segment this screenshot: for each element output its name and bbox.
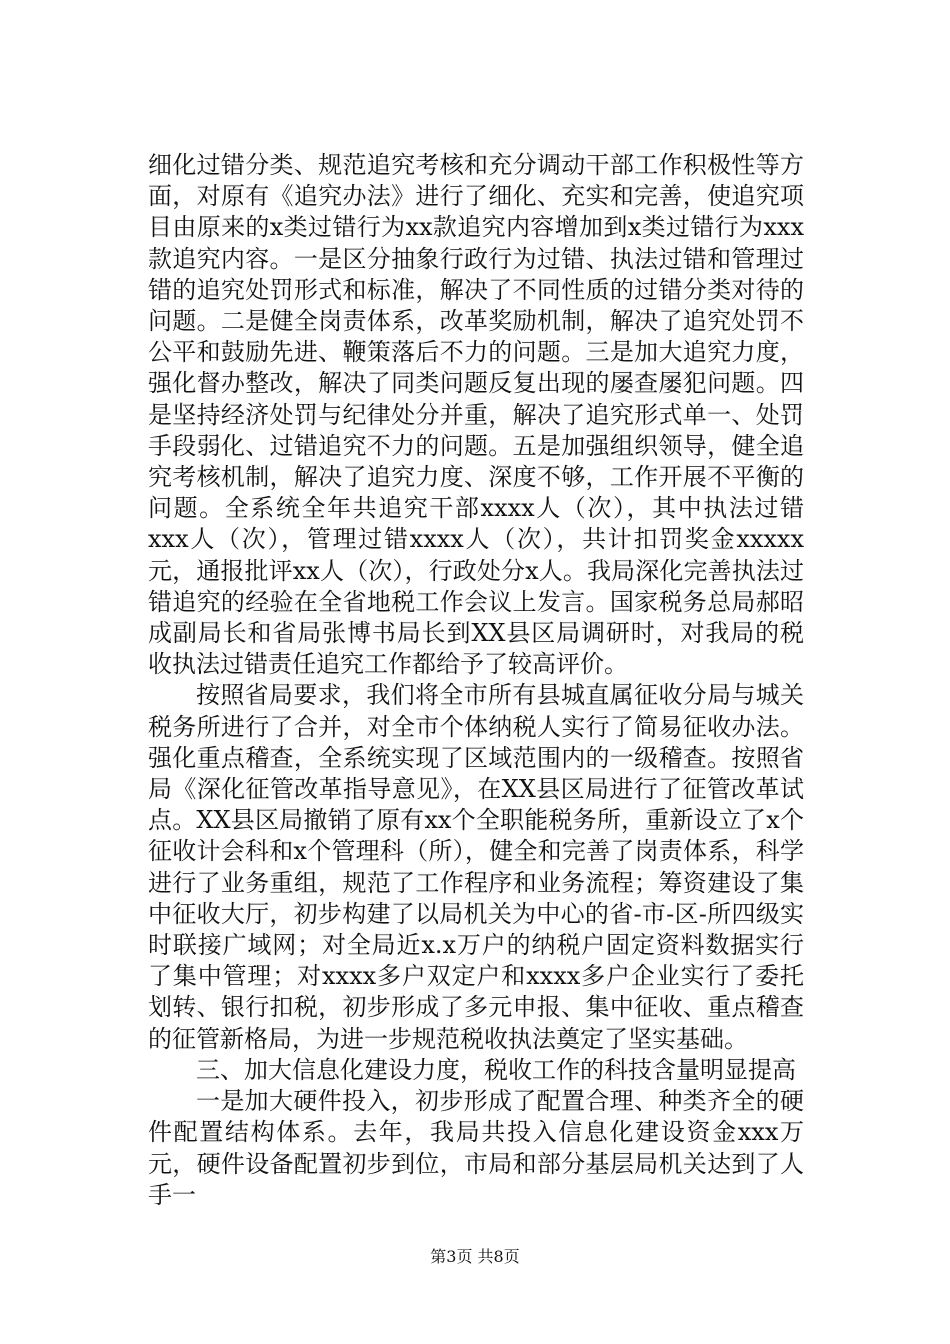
paragraph-4: 一是加大硬件投入，初步形成了配置合理、种类齐全的硬件配置结构体系。去年，我局共投入信息化建设资金xxx万元，硬件设备配置初步到位，市局和部分基层局机关达到了人手一 — [148, 1087, 804, 1209]
paragraph-2: 按照省局要求，我们将全市所有县城直属征收分局与城关税务所进行了合并，对全市个体纳税人实行了简易征收办法。强化重点稽查，全系统实现了区域范围内的一级稽查。按照省局《深化征管改革指导意见》，在XX县区局进行了征管改革试点。XX县区局撤销了原有xx个全职能税务所，重新设立了x个征收计会科和x个管理科（所），健全和完善了岗责体系，科学进行了业务重组，规范了工作程序和业务流程；筹资建设了集中征收大厅，初步构建了以局机关为中心的省-市-区-所四级实时联接广域网；对全局近x.x万户的纳税户固定资料数据实行了集中管理；对xxxx多户双定户和xxxx多户企业实行了委托划转、银行扣税，初步形成了多元申报、集中征收、重点稽查的征管新格局，为进一步规范税收执法奠定了坚实基础。 — [148, 681, 804, 1053]
document-body — [148, 150, 804, 1211]
section-heading: 三、加大信息化建设力度，税收工作的科技含量明显提高 — [196, 1055, 796, 1084]
paragraph-1: 细化过错分类、规范追究考核和充分调动干部工作积极性等方面，对原有《追究办法》进行了细化、充实和完善，使追究项目由原来的x类过错行为xx款追究内容增加到x类过错行为xxx款追究内容。一是区分抽象行政行为过错、执法过错和管理过错的追究处罚形式和标准，解决了不同性质的过错分类对待的问题。二是健全岗责体系，改革奖励机制，解决了追究处罚不公平和鼓励先进、鞭策落后不力的问题。三是加大追究力度，强化督办整改，解决了同类问题反复出现的屡查屡犯问题。四是坚持经济处罚与纪律处分并重，解决了追究形式单一、处罚手段弱化、过错追究不力的问题。五是加强组织领导，健全追究考核机制，解决了追究力度、深度不够，工作开展不平衡的问题。全系统全年共追究干部xxxx人（次），其中执法过错xxx人（次），管理过错xxxx人（次），共计扣罚奖金xxxxx元，通报批评xx人（次），行政处分x人。我局深化完善执法过错追究的经验在全省地税工作会议上发言。国家税务总局郝昭成副局长和省局张博书局长到XX县区局调研时，对我局的税收执法过错责任追究工作都给予了较高评价。 — [148, 151, 804, 679]
page-number-footer: 第3页 共8页 — [430, 1247, 520, 1266]
